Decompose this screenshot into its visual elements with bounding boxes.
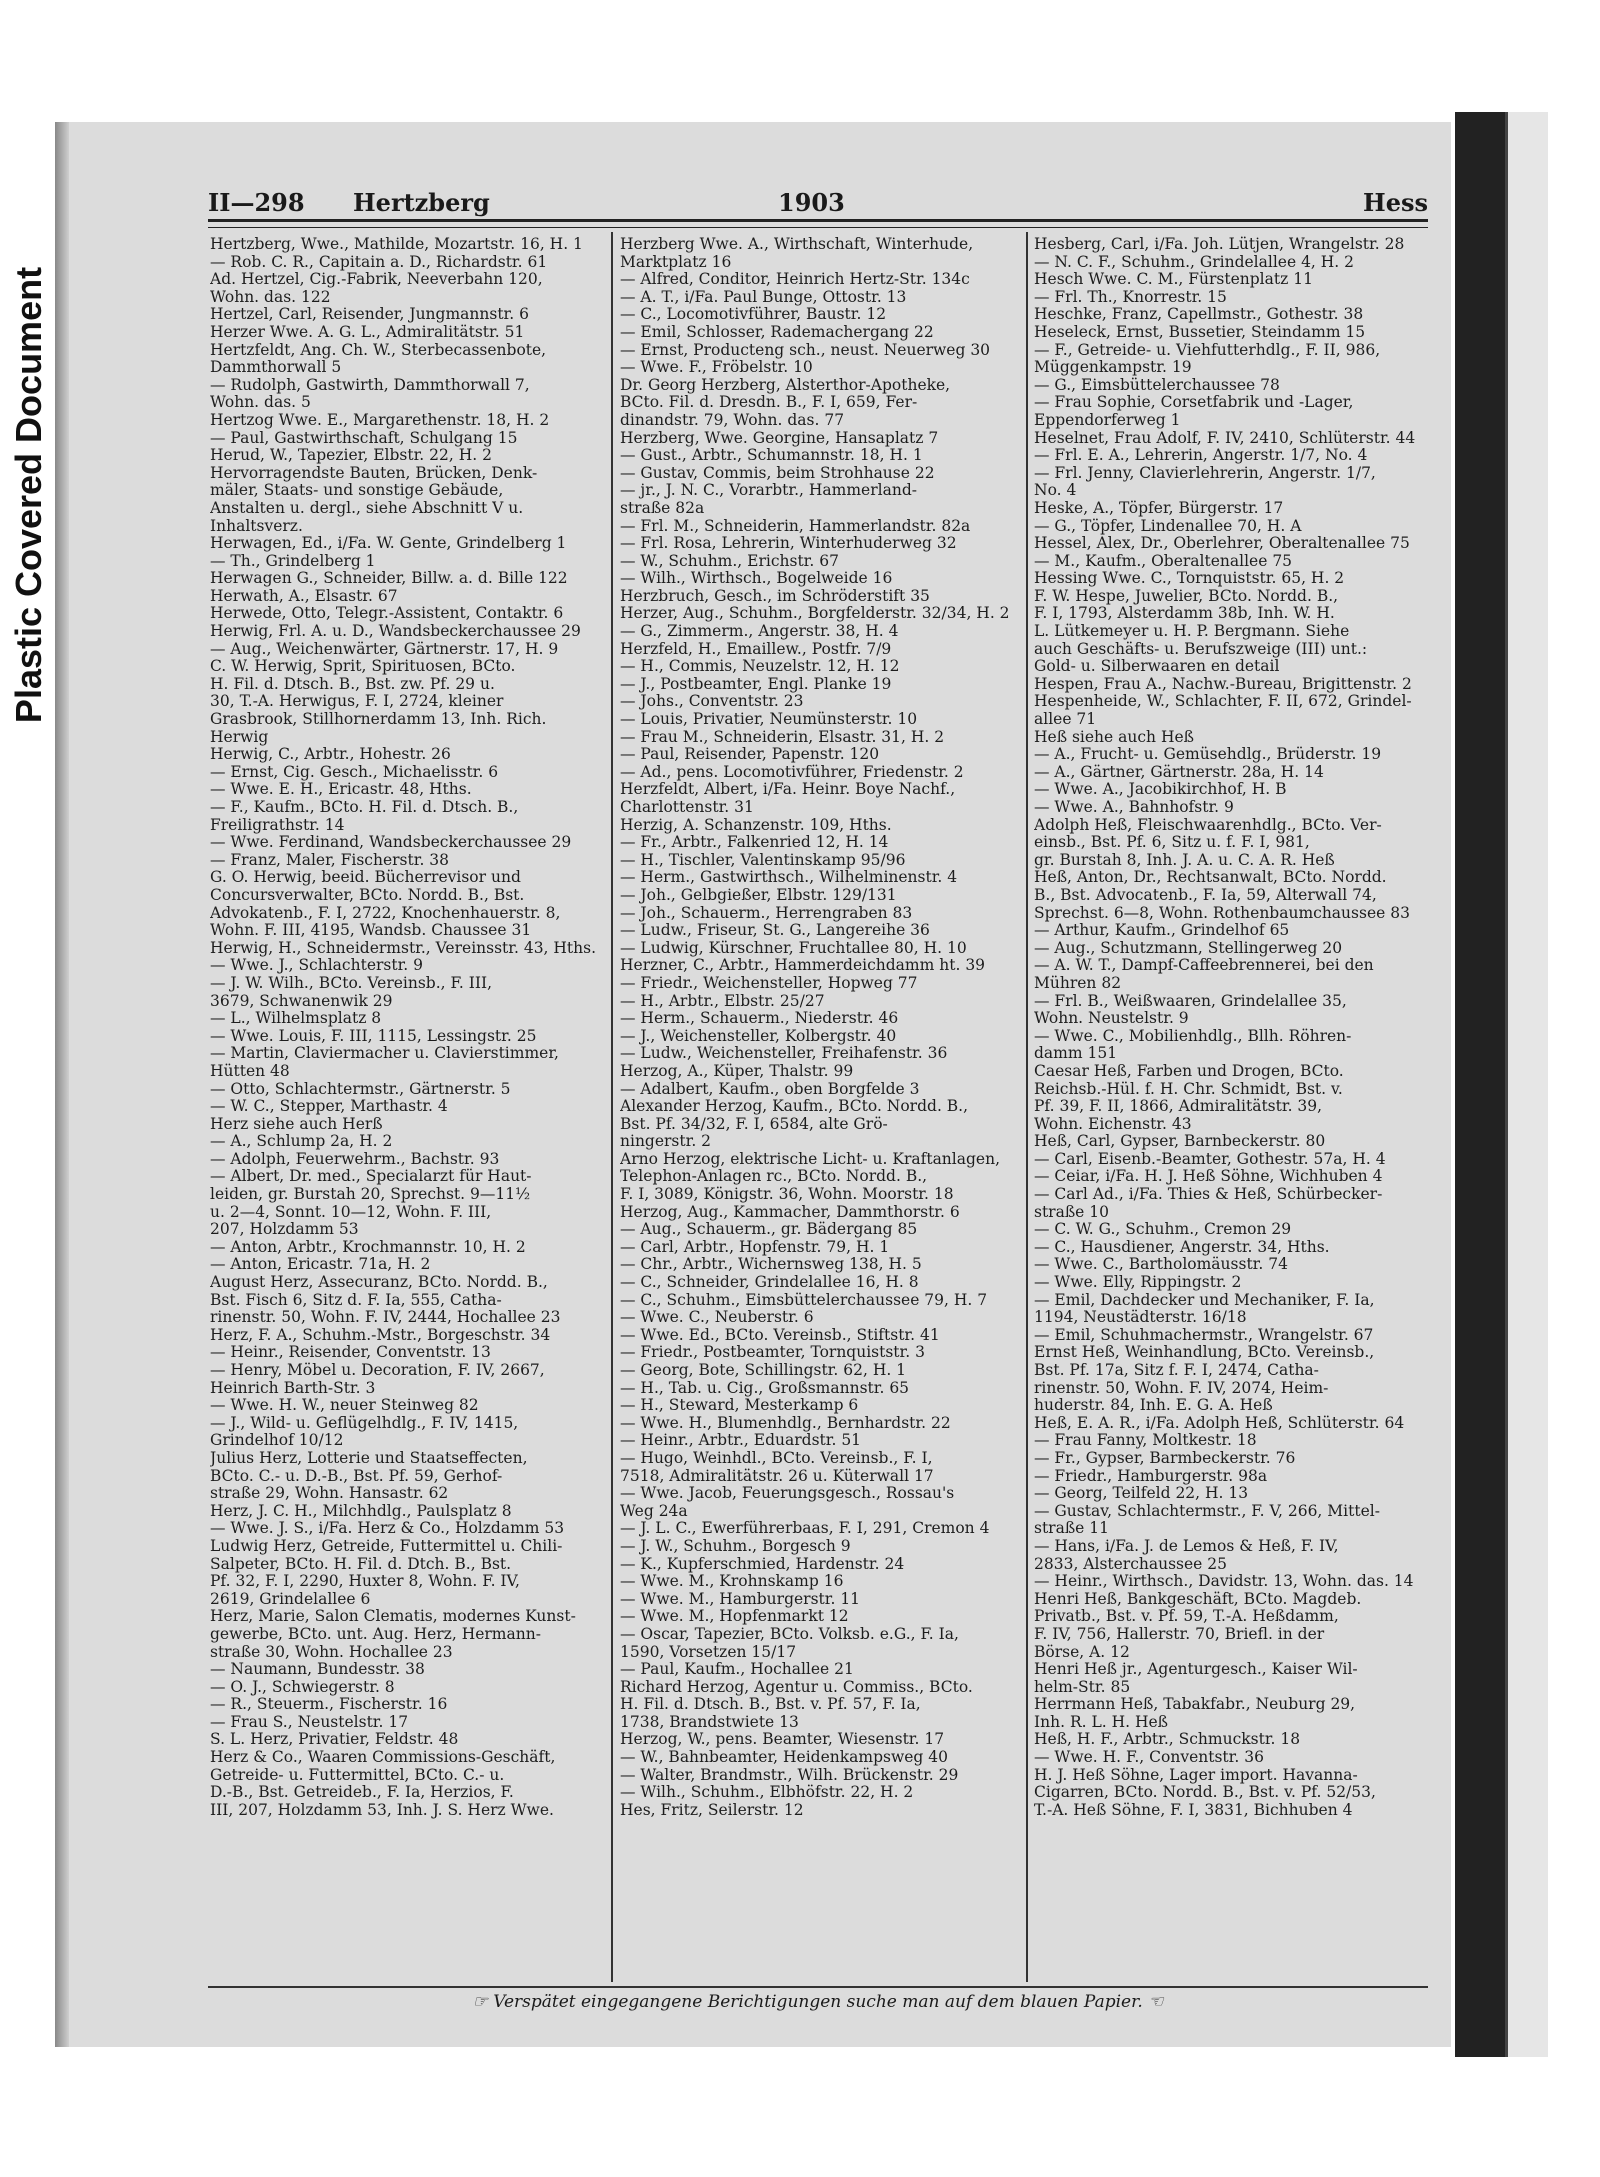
- directory-line: — C., Hausdiener, Angerstr. 34, Hths.: [1034, 1238, 1330, 1256]
- footer-rule: [208, 1986, 1428, 1988]
- directory-line: — Ludwig, Kürschner, Fruchtallee 80, H. 10: [620, 939, 967, 957]
- directory-line: Alexander Herzog, Kaufm., BCto. Nordd. B.,: [620, 1098, 969, 1116]
- directory-line: — Gustav, Schlachtermstr., F. V, 266, Mittel-: [1034, 1502, 1380, 1520]
- directory-line: — C., Locomotivführer, Baustr. 12: [620, 306, 887, 324]
- directory-line: — Oscar, Tapezier, BCto. Volksb. e.G., F. Ia,: [620, 1625, 959, 1643]
- directory-line: Telephon-Anlagen rc., BCto. Nordd. B.,: [620, 1168, 928, 1186]
- directory-line: 1590, Vorsetzen 15/17: [620, 1643, 797, 1661]
- directory-line: Herzbruch, Gesch., im Schröderstift 35: [620, 587, 930, 605]
- running-header: [208, 188, 1428, 218]
- header-page-number: II—298: [208, 188, 305, 217]
- directory-line: Sprechst. 6—8, Wohn. Rothenbaumchaussee 83: [1034, 904, 1410, 922]
- directory-line: 3679, Schwanenwik 29: [210, 992, 393, 1010]
- directory-line: Advokatenb., F. I, 2722, Knochenhauerstr. 8,: [210, 904, 561, 922]
- directory-line: Herwagen, Ed., i/Fa. W. Gente, Grindelberg 1: [210, 535, 567, 553]
- directory-line: Salpeter, BCto. H. Fil. d. Dtch. B., Bst.: [210, 1555, 512, 1573]
- directory-line: — Friedr., Hamburgerstr. 98a: [1034, 1467, 1268, 1485]
- directory-line: — Anton, Ericastr. 71a, H. 2: [210, 1256, 431, 1274]
- directory-line: Bst. Pf. 17a, Sitz f. F. I, 2474, Catha-: [1034, 1362, 1319, 1379]
- directory-line: — Wwe. F., Fröbelstr. 10: [620, 359, 813, 377]
- directory-line: Hesberg, Carl, i/Fa. Joh. Lütjen, Wrangelstr. 28: [1034, 236, 1405, 253]
- directory-line: — Ludw., Friseur, St. G., Langereihe 36: [620, 922, 930, 940]
- directory-line: Hessel, Alex, Dr., Oberlehrer, Oberaltenallee 75: [1034, 535, 1410, 553]
- directory-line: — A., Schlump 2a, H. 2: [210, 1133, 393, 1151]
- directory-line: Hertzel, Carl, Reisender, Jungmannstr. 6: [210, 306, 529, 324]
- directory-line: — Wwe. A., Bahnhofstr. 9: [1034, 799, 1234, 816]
- directory-line: — R., Steuerm., Fischerstr. 16: [210, 1696, 448, 1714]
- directory-line: — Wwe. H. F., Conventstr. 36: [1034, 1749, 1264, 1767]
- directory-line: Wohn. Eichenstr. 43: [1034, 1115, 1192, 1133]
- directory-line: Heß, H. F., Arbtr., Schmuckstr. 18: [1034, 1731, 1301, 1749]
- directory-line: auch Geschäfts- u. Berufszweige (III) unt.:: [1034, 640, 1368, 658]
- directory-line: — Fr., Arbtr., Falkenried 12, H. 14: [620, 834, 889, 852]
- directory-line: einsb., Bst. Pf. 6, Sitz u. f. F. I, 981,: [1034, 834, 1310, 852]
- directory-line: — Hugo, Weinhdl., BCto. Vereinsb., F. I,: [620, 1449, 933, 1467]
- directory-line: No. 4: [1034, 482, 1077, 500]
- directory-line: Charlottenstr. 31: [620, 799, 754, 816]
- directory-line: — jr., J. N. C., Vorarbtr., Hammerland-: [620, 482, 917, 500]
- directory-line: damm 151: [1034, 1045, 1118, 1063]
- directory-line: L. Lütkemeyer u. H. P. Bergmann. Siehe: [1034, 623, 1350, 641]
- directory-line: Wohn. das. 5: [210, 394, 311, 412]
- directory-line: Heß, E. A. R., i/Fa. Adolph Heß, Schlüterstr. 64: [1034, 1414, 1405, 1432]
- directory-line: — W., Schuhm., Erichstr. 67: [620, 552, 839, 570]
- directory-line: — H., Steward, Mesterkamp 6: [620, 1397, 859, 1415]
- directory-line: — Aug., Weichenwärter, Gärtnerstr. 17, H. 9: [210, 640, 559, 658]
- directory-line: BCto. C.- u. D.-B., Bst. Pf. 59, Gerhof-: [210, 1467, 503, 1485]
- directory-line: Herz, Marie, Salon Clematis, modernes Kunst-: [210, 1608, 576, 1626]
- directory-line: Herz, F. A., Schuhm.-Mstr., Borgeschstr. 34: [210, 1326, 551, 1344]
- directory-line: — Wwe. J. S., i/Fa. Herz & Co., Holzdamm 53: [210, 1520, 565, 1538]
- directory-line: straße 82a: [620, 499, 705, 517]
- directory-line: Cigarren, BCto. Nordd. B., Bst. v. Pf. 52/53,: [1034, 1784, 1376, 1802]
- directory-line: Herzer Wwe. A. G. L., Admiralitätstr. 51: [210, 323, 525, 341]
- directory-line: Hes, Fritz, Seilerstr. 12: [620, 1801, 804, 1819]
- directory-line: — Heinr., Reisender, Conventstr. 13: [210, 1344, 491, 1362]
- directory-line: Eppendorferweg 1: [1034, 411, 1181, 429]
- directory-line: — Ceiar, i/Fa. H. J. Heß Söhne, Wichhuben 4: [1034, 1168, 1383, 1186]
- directory-line: — Wilh., Schuhm., Elbhöfstr. 22, H. 2: [620, 1784, 914, 1802]
- directory-line: 1738, Brandstwiete 13: [620, 1713, 799, 1731]
- directory-line: — Ad., pens. Locomotivführer, Friedenstr. 2: [620, 763, 964, 781]
- directory-line: D.-B., Bst. Getreideb., F. Ia, Herzios, F.: [210, 1784, 514, 1802]
- directory-line: Herz siehe auch Herß: [210, 1115, 383, 1133]
- directory-line: — Carl, Arbtr., Hopfenstr. 79, H. 1: [620, 1238, 890, 1256]
- directory-line: Grindelhof 10/12: [210, 1432, 344, 1450]
- directory-line: — Wwe. H. W., neuer Steinweg 82: [210, 1397, 479, 1415]
- directory-line: Heselnet, Frau Adolf, F. IV, 2410, Schlüterstr. 44: [1034, 429, 1416, 447]
- next-page-edge: [1505, 112, 1548, 2057]
- directory-line: Heinrich Barth-Str. 3: [210, 1379, 376, 1397]
- directory-line: — H., Commis, Neuzelstr. 12, H. 12: [620, 658, 900, 676]
- directory-column-2: [620, 236, 1018, 1819]
- directory-line: dinandstr. 79, Wohn. das. 77: [620, 411, 845, 429]
- directory-line: — Otto, Schlachtermstr., Gärtnerstr. 5: [210, 1080, 511, 1098]
- directory-line: — Albert, Dr. med., Specialarzt für Haut-: [210, 1168, 532, 1186]
- directory-line: — Herm., Schauerm., Niederstr. 46: [620, 1010, 899, 1028]
- directory-line: Anstalten u. dergl., siehe Abschnitt V u.: [210, 499, 524, 517]
- directory-line: 2619, Grindelallee 6: [210, 1590, 371, 1608]
- directory-line: — Chr., Arbtr., Wichernsweg 138, H. 5: [620, 1256, 922, 1274]
- directory-line: — Frau M., Schneiderin, Elsastr. 31, H. 2: [620, 728, 945, 746]
- side-label-text: Plastic Covered Document: [8, 266, 49, 724]
- directory-line: — W. C., Stepper, Marthastr. 4: [210, 1098, 448, 1116]
- directory-line: — F., Kaufm., BCto. H. Fil. d. Dtsch. B.,: [210, 799, 519, 816]
- directory-line: 1194, Neustädterstr. 16/18: [1034, 1309, 1247, 1327]
- directory-line: — Louis, Privatier, Neumünsterstr. 10: [620, 711, 918, 729]
- directory-line: — Emil, Schuhmachermstr., Wrangelstr. 67: [1034, 1326, 1374, 1344]
- directory-line: Arno Herzog, elektrische Licht- u. Kraftanlagen,: [620, 1150, 1000, 1168]
- directory-line: rinenstr. 50, Wohn. F. IV, 2444, Hochallee 23: [210, 1309, 561, 1327]
- directory-line: — C., Schuhm., Eimsbüttelerchaussee 79, H. 7: [620, 1291, 988, 1309]
- directory-line: ningerstr. 2: [620, 1133, 712, 1151]
- directory-line: Heschke, Franz, Capellmstr., Gothestr. 38: [1034, 306, 1364, 324]
- directory-line: Herz & Co., Waaren Commissions-Geschäft,: [210, 1749, 556, 1767]
- directory-line: — Wwe. M., Hopfenmarkt 12: [620, 1608, 849, 1626]
- header-first-name: Hertzberg: [353, 188, 490, 217]
- directory-line: Julius Herz, Lotterie und Staatseffecten,: [210, 1449, 528, 1467]
- directory-line: Henri Heß, Bankgeschäft, BCto. Magdeb.: [1034, 1590, 1362, 1608]
- directory-line: Hespen, Frau A., Nachw.-Bureau, Brigittenstr. 2: [1034, 675, 1412, 693]
- directory-line: August Herz, Assecuranz, BCto. Nordd. B.,: [210, 1274, 548, 1292]
- directory-line: Wohn. das. 122: [210, 288, 331, 306]
- directory-line: — Frl. M., Schneiderin, Hammerlandstr. 82a: [620, 517, 971, 535]
- directory-line: Richard Herzog, Agentur u. Commiss., BCto.: [620, 1678, 973, 1696]
- directory-line: — Heinr., Wirthsch., Davidstr. 13, Wohn. das. 14: [1034, 1573, 1414, 1591]
- directory-line: — Frl. Rosa, Lehrerin, Winterhuderweg 32: [620, 535, 957, 553]
- directory-line: F. I, 1793, Alsterdamm 38b, Inh. W. H.: [1034, 605, 1335, 623]
- directory-line: — O. J., Schwiegerstr. 8: [210, 1678, 395, 1696]
- directory-line: Herzer, Aug., Schuhm., Borgfelderstr. 32/34, H. 2: [620, 605, 1010, 623]
- directory-line: helm-Str. 85: [1034, 1678, 1131, 1696]
- directory-line: — Herm., Gastwirthsch., Wilhelminenstr. 4: [620, 869, 958, 887]
- directory-line: — F., Getreide- u. Viehfutterhdlg., F. II, 986,: [1034, 341, 1381, 359]
- directory-column-1: [210, 236, 600, 1819]
- directory-line: Hesch Wwe. C. M., Fürstenplatz 11: [1034, 271, 1313, 289]
- directory-line: Weg 24a: [620, 1502, 688, 1520]
- header-last-name: Hess: [1363, 188, 1428, 217]
- directory-line: B., Bst. Advocatenb., F. Ia, 59, Alterwall 74,: [1034, 886, 1377, 904]
- directory-line: Hervorragendste Bauten, Brücken, Denk-: [210, 464, 538, 482]
- directory-line: Herzog, W., pens. Beamter, Wiesenstr. 17: [620, 1731, 945, 1749]
- directory-line: — Wwe. E. H., Ericastr. 48, Hths.: [210, 781, 472, 799]
- directory-line: Bst. Pf. 34/32, F. I, 6584, alte Grö-: [620, 1115, 888, 1133]
- directory-line: — G., Töpfer, Lindenallee 70, H. A: [1034, 517, 1302, 535]
- directory-line: Herwath, A., Elsastr. 67: [210, 587, 398, 605]
- directory-line: — Rob. C. R., Capitain a. D., Richardstr. 61: [210, 253, 548, 271]
- directory-line: Heß, Anton, Dr., Rechtsanwalt, BCto. Nordd.: [1034, 869, 1387, 887]
- directory-line: — Adalbert, Kaufm., oben Borgfelde 3: [620, 1080, 920, 1098]
- directory-line: — L., Wilhelmsplatz 8: [210, 1010, 382, 1028]
- directory-line: BCto. Fil. d. Dresdn. B., F. I, 659, Fer-: [620, 394, 918, 412]
- directory-line: — Paul, Kaufm., Hochallee 21: [620, 1661, 854, 1679]
- directory-line: — Wwe. A., Jacobikirchhof, H. B: [1034, 781, 1287, 799]
- directory-line: Herud, W., Tapezier, Elbstr. 22, H. 2: [210, 447, 492, 465]
- directory-line: Adolph Heß, Fleischwaarenhdlg., BCto. Ver-: [1034, 816, 1382, 834]
- directory-line: — Frau Sophie, Corsetfabrik und -Lager,: [1034, 394, 1354, 412]
- directory-line: straße 30, Wohn. Hochallee 23: [210, 1643, 453, 1661]
- directory-line: — J. W., Schuhm., Borgesch 9: [620, 1537, 851, 1555]
- directory-line: — Carl Ad., i/Fa. Thies & Heß, Schürbecker-: [1034, 1186, 1383, 1204]
- directory-line: — Friedr., Weichensteller, Hopweg 77: [620, 974, 918, 992]
- directory-line: Hertzog Wwe. E., Margarethenstr. 18, H. 2: [210, 411, 550, 429]
- directory-line: Getreide- u. Futtermittel, BCto. C.- u.: [210, 1766, 505, 1784]
- directory-line: Ad. Hertzel, Cig.-Fabrik, Neeverbahn 120,: [210, 271, 543, 289]
- directory-line: — Frau Fanny, Moltkestr. 18: [1034, 1432, 1257, 1450]
- directory-line: — Joh., Schauerm., Herrengraben 83: [620, 904, 913, 922]
- directory-line: Inhaltsverz.: [210, 517, 303, 535]
- directory-line: Herzog, A., Küper, Thalstr. 99: [620, 1062, 854, 1080]
- directory-line: Hütten 48: [210, 1062, 290, 1080]
- directory-line: Reichsb.-Hül. f. H. Chr. Schmidt, Bst. v.: [1034, 1080, 1343, 1098]
- directory-line: Gold- u. Silberwaaren en detail: [1034, 658, 1280, 676]
- directory-line: — A. W. T., Dampf-Caffeebrennerei, bei den: [1034, 957, 1374, 975]
- directory-line: Grasbrook, Stillhornerdamm 13, Inh. Rich.: [210, 711, 547, 729]
- directory-line: straße 10: [1034, 1203, 1110, 1221]
- directory-line: H. Fil. d. Dtsch. B., Bst. v. Pf. 57, F. Ia,: [620, 1696, 921, 1714]
- directory-line: — Emil, Schlosser, Rademachergang 22: [620, 323, 934, 341]
- directory-line: allee 71: [1034, 711, 1097, 729]
- directory-line: Heß, Carl, Gypser, Barnbeckerstr. 80: [1034, 1133, 1326, 1151]
- directory-line: Privatb., Bst. v. Pf. 59, T.-A. Heßdamm,: [1034, 1608, 1339, 1626]
- directory-line: straße 29, Wohn. Hansastr. 62: [210, 1485, 449, 1503]
- directory-line: — Wwe. M., Hamburgerstr. 11: [620, 1590, 861, 1608]
- directory-line: Herwig, H., Schneidermstr., Vereinsstr. 43, Hths.: [210, 939, 597, 957]
- directory-line: — Franz, Maler, Fischerstr. 38: [210, 851, 450, 869]
- directory-line: — Th., Grindelberg 1: [210, 552, 376, 570]
- directory-line: H. Fil. d. Dtsch. B., Bst. zw. Pf. 29 u.: [210, 675, 495, 693]
- directory-line: gewerbe, BCto. unt. Aug. Herz, Hermann-: [210, 1625, 541, 1643]
- directory-line: — Carl, Eisenb.-Beamter, Gothestr. 57a, H. 4: [1034, 1150, 1386, 1168]
- header-year: 1903: [778, 188, 845, 217]
- directory-line: Herzner, C., Arbtr., Hammerdeichdamm ht. 39: [620, 957, 986, 975]
- directory-line: — M., Kaufm., Oberaltenallee 75: [1034, 552, 1293, 570]
- directory-line: mäler, Staats- und sonstige Gebäude,: [210, 482, 504, 500]
- directory-line: 7518, Admiralitätstr. 26 u. Küterwall 17: [620, 1467, 934, 1485]
- directory-line: — G., Zimmerm., Angerstr. 38, H. 4: [620, 623, 899, 641]
- directory-line: — Wwe. Jacob, Feuerungsgesch., Rossau's: [620, 1485, 955, 1503]
- directory-line: — Naumann, Bundesstr. 38: [210, 1661, 425, 1679]
- directory-line: Herzog, Aug., Kammacher, Dammthorstr. 6: [620, 1203, 960, 1221]
- directory-line: H. J. Heß Söhne, Lager import. Havanna-: [1034, 1766, 1358, 1784]
- directory-line: — H., Tischler, Valentinskamp 95/96: [620, 851, 906, 869]
- directory-line: — Georg, Bote, Schillingstr. 62, H. 1: [620, 1362, 907, 1379]
- directory-line: — C. W. G., Schuhm., Cremon 29: [1034, 1221, 1292, 1239]
- directory-line: — Wwe. Ed., BCto. Vereinsb., Stiftstr. 41: [620, 1326, 940, 1344]
- directory-line: — Wwe. H., Blumenhdlg., Bernhardstr. 22: [620, 1414, 951, 1432]
- directory-line: — Wwe. M., Krohnskamp 16: [620, 1573, 844, 1591]
- directory-line: — N. C. F., Schuhm., Grindelallee 4, H. 2: [1034, 253, 1355, 271]
- directory-line: Hertzberg, Wwe., Mathilde, Mozartstr. 16, H. 1: [210, 236, 583, 253]
- directory-line: — Alfred, Conditor, Heinrich Hertz-Str. 134c: [620, 271, 970, 289]
- directory-line: — J. L. C., Ewerführerbaas, F. I, 291, Cremon 4: [620, 1520, 990, 1538]
- directory-line: — Heinr., Arbtr., Eduardstr. 51: [620, 1432, 862, 1450]
- directory-line: — Rudolph, Gastwirth, Dammthorwall 7,: [210, 376, 530, 394]
- directory-line: huderstr. 84, Inh. E. G. A. Heß: [1034, 1397, 1273, 1415]
- directory-line: — J., Postbeamter, Engl. Planke 19: [620, 675, 892, 693]
- directory-line: — Gustav, Commis, beim Strohhause 22: [620, 464, 935, 482]
- directory-line: Herzberg Wwe. A., Wirthschaft, Winterhude,: [620, 236, 974, 253]
- directory-line: Hertzfeldt, Ang. Ch. W., Sterbecassenbote,: [210, 341, 547, 359]
- directory-line: — Hans, i/Fa. J. de Lemos & Heß, F. IV,: [1034, 1537, 1339, 1555]
- directory-line: — J., Wild- u. Geflügelhdlg., F. IV, 1415,: [210, 1414, 519, 1432]
- directory-line: rinenstr. 50, Wohn. F. IV, 2074, Heim-: [1034, 1379, 1329, 1397]
- directory-line: Herwagen G., Schneider, Billw. a. d. Bille 122: [210, 570, 568, 588]
- directory-line: Mühren 82: [1034, 974, 1122, 992]
- directory-column-3: [1034, 236, 1429, 1819]
- directory-line: C. W. Herwig, Sprit, Spirituosen, BCto.: [210, 658, 516, 676]
- directory-line: III, 207, Holzdamm 53, Inh. J. S. Herz Wwe.: [210, 1801, 554, 1819]
- directory-line: — Aug., Schauerm., gr. Bädergang 85: [620, 1221, 918, 1239]
- directory-line: — Wwe. Elly, Rippingstr. 2: [1034, 1274, 1242, 1292]
- directory-line: — Adolph, Feuerwehrm., Bachstr. 93: [210, 1150, 500, 1168]
- directory-line: — J. W. Wilh., BCto. Vereinsb., F. III,: [210, 974, 492, 992]
- directory-line: gr. Burstah 8, Inh. J. A. u. C. A. R. Heß: [1034, 851, 1335, 869]
- directory-line: — G., Eimsbüttelerchaussee 78: [1034, 376, 1280, 394]
- directory-line: — Anton, Arbtr., Krochmannstr. 10, H. 2: [210, 1238, 526, 1256]
- directory-line: — Joh., Gelbgießer, Elbstr. 129/131: [620, 886, 897, 904]
- directory-line: 2833, Alsterchaussee 25: [1034, 1555, 1228, 1573]
- directory-line: — H., Tab. u. Cig., Großsmannstr. 65: [620, 1379, 910, 1397]
- directory-line: S. L. Herz, Privatier, Feldstr. 48: [210, 1731, 459, 1749]
- directory-line: — Paul, Gastwirthschaft, Schulgang 15: [210, 429, 518, 447]
- directory-line: — A., Frucht- u. Gemüsehdlg., Brüderstr. 19: [1034, 746, 1382, 764]
- directory-line: 30, T.-A. Herwigus, F. I, 2724, kleiner: [210, 693, 504, 711]
- directory-line: Marktplatz 16: [620, 253, 732, 271]
- directory-line: Henri Heß jr., Agenturgesch., Kaiser Wil-: [1034, 1661, 1358, 1679]
- directory-line: Herwig, Frl. A. u. D., Wandsbeckerchaussee 29: [210, 623, 581, 641]
- directory-line: Bst. Fisch 6, Sitz d. F. Ia, 555, Catha-: [210, 1291, 502, 1309]
- directory-line: Wohn. F. III, 4195, Wandsb. Chaussee 31: [210, 922, 532, 940]
- directory-line: Caesar Heß, Farben und Drogen, BCto.: [1034, 1062, 1344, 1080]
- directory-line: straße 11: [1034, 1520, 1110, 1538]
- directory-line: Herzfeldt, Albert, i/Fa. Heinr. Boye Nachf.,: [620, 781, 956, 799]
- directory-line: — J., Weichensteller, Kolbergstr. 40: [620, 1027, 897, 1045]
- directory-line: — Frau S., Neustelstr. 17: [210, 1713, 409, 1731]
- directory-line: — K., Kupferschmied, Hardenstr. 24: [620, 1555, 905, 1573]
- column-divider: [611, 232, 613, 1982]
- directory-line: — Martin, Claviermacher u. Clavierstimmer,: [210, 1045, 559, 1063]
- directory-line: 207, Holzdamm 53: [210, 1221, 359, 1239]
- directory-line: Dr. Georg Herzberg, Alsterthor-Apotheke,: [620, 376, 951, 394]
- directory-line: Herzig, A. Schanzenstr. 109, Hths.: [620, 816, 892, 834]
- directory-line: — Wwe. C., Mobilienhdlg., Bllh. Röhren-: [1034, 1027, 1352, 1045]
- directory-line: Freiligrathstr. 14: [210, 816, 345, 834]
- directory-line: — Wwe. Louis, F. III, 1115, Lessingstr. 25: [210, 1027, 537, 1045]
- directory-line: Herrmann Heß, Tabakfabr., Neuburg 29,: [1034, 1696, 1356, 1714]
- directory-line: — Paul, Reisender, Papenstr. 120: [620, 746, 880, 764]
- directory-line: — Frl. E. A., Lehrerin, Angerstr. 1/7, No. 4: [1034, 447, 1368, 465]
- directory-line: — Ernst, Producteng sch., neust. Neuerweg 30: [620, 341, 991, 359]
- directory-line: — C., Schneider, Grindelallee 16, H. 8: [620, 1274, 919, 1292]
- directory-line: T.-A. Heß Söhne, F. I, 3831, Bichhuben 4: [1034, 1801, 1353, 1819]
- directory-line: — Friedr., Postbeamter, Tornquiststr. 3: [620, 1344, 925, 1362]
- directory-line: Pf. 32, F. I, 2290, Huxter 8, Wohn. F. IV,: [210, 1573, 520, 1591]
- directory-line: Concursverwalter, BCto. Nordd. B., Bst.: [210, 886, 525, 904]
- header-rule: [208, 219, 1428, 228]
- directory-line: — Arthur, Kaufm., Grindelhof 65: [1034, 922, 1290, 940]
- directory-line: Pf. 39, F. II, 1866, Admiralitätstr. 39,: [1034, 1098, 1323, 1116]
- directory-line: Ernst Heß, Weinhandlung, BCto. Vereinsb.,: [1034, 1344, 1375, 1362]
- footnote: ☞ Verspätet eingegangene Berichtigungen suche man auf dem blauen Papier. ☜: [472, 1992, 1164, 2012]
- directory-line: Inh. R. L. H. Heß: [1034, 1713, 1169, 1731]
- side-label: [4, 230, 54, 760]
- directory-line: Börse, A. 12: [1034, 1643, 1130, 1661]
- directory-line: — Wwe. C., Bartholomäusstr. 74: [1034, 1256, 1288, 1274]
- directory-line: Herz, J. C. H., Milchhdlg., Paulsplatz 8: [210, 1502, 512, 1520]
- page-edge-left: [55, 122, 69, 2047]
- directory-line: Heß siehe auch Heß: [1034, 728, 1194, 746]
- directory-line: — Wilh., Wirthsch., Bogelweide 16: [620, 570, 893, 588]
- directory-line: F. I, 3089, Königstr. 36, Wohn. Moorstr. 18: [620, 1186, 954, 1204]
- directory-line: — A. T., i/Fa. Paul Bunge, Ottostr. 13: [620, 288, 907, 306]
- directory-line: — Frl. Jenny, Clavierlehrerin, Angerstr. 1/7,: [1034, 464, 1376, 482]
- directory-line: leiden, gr. Burstah 20, Sprechst. 9—11½: [210, 1186, 531, 1204]
- directory-line: u. 2—4, Sonnt. 10—12, Wohn. F. III,: [210, 1203, 492, 1221]
- directory-line: — Wwe. Ferdinand, Wandsbeckerchaussee 29: [210, 834, 572, 852]
- directory-line: — Ernst, Cig. Gesch., Michaelisstr. 6: [210, 763, 499, 781]
- directory-line: Hespenheide, W., Schlachter, F. II, 672, Grindel-: [1034, 693, 1412, 711]
- directory-line: — Gust., Arbtr., Schumannstr. 18, H. 1: [620, 447, 923, 465]
- directory-line: Herzberg, Wwe. Georgine, Hansaplatz 7: [620, 429, 939, 447]
- directory-line: F. IV, 756, Hallerstr. 70, Briefl. in der: [1034, 1625, 1325, 1643]
- directory-line: Wohn. Neustelstr. 9: [1034, 1010, 1189, 1028]
- column-divider: [1026, 232, 1028, 1982]
- directory-line: — Aug., Schutzmann, Stellingerweg 20: [1034, 939, 1343, 957]
- directory-line: Hessing Wwe. C., Tornquiststr. 65, H. 2: [1034, 570, 1345, 588]
- directory-line: Herwig, C., Arbtr., Hohestr. 26: [210, 746, 451, 764]
- directory-line: — Fr., Gypser, Barmbeckerstr. 76: [1034, 1449, 1296, 1467]
- directory-line: — H., Arbtr., Elbstr. 25/27: [620, 992, 825, 1010]
- directory-line: — Emil, Dachdecker und Mechaniker, F. Ia,: [1034, 1291, 1375, 1309]
- directory-line: — W., Bahnbeamter, Heidenkampsweg 40: [620, 1749, 948, 1767]
- directory-line: G. O. Herwig, beeid. Bücherrevisor und: [210, 869, 521, 887]
- directory-line: Herzfeld, H., Emaillew., Postfr. 7/9: [620, 640, 892, 658]
- directory-line: Heseleck, Ernst, Bussetier, Steindamm 15: [1034, 323, 1366, 341]
- directory-line: — Georg, Teilfeld 22, H. 13: [1034, 1485, 1249, 1503]
- directory-line: F. W. Hespe, Juwelier, BCto. Nordd. B.,: [1034, 587, 1339, 605]
- directory-line: Müggenkampstr. 19: [1034, 359, 1192, 377]
- directory-line: — A., Gärtner, Gärtnerstr. 28a, H. 14: [1034, 763, 1324, 781]
- directory-line: — Johs., Conventstr. 23: [620, 693, 804, 711]
- directory-line: Ludwig Herz, Getreide, Futtermittel u. Chili-: [210, 1537, 563, 1555]
- directory-line: — Wwe. J., Schlachterstr. 9: [210, 957, 424, 975]
- directory-line: — Henry, Möbel u. Decoration, F. IV, 2667,: [210, 1362, 545, 1379]
- directory-line: Herwig: [210, 728, 269, 746]
- directory-line: — Walter, Brandmstr., Wilh. Brückenstr. 29: [620, 1766, 959, 1784]
- directory-line: — Wwe. C., Neuberstr. 6: [620, 1309, 814, 1327]
- directory-line: Dammthorwall 5: [210, 359, 342, 377]
- directory-line: Heske, A., Töpfer, Bürgerstr. 17: [1034, 499, 1284, 517]
- directory-line: Herwede, Otto, Telegr.-Assistent, Contaktr. 6: [210, 605, 564, 623]
- directory-line: — Frl. B., Weißwaaren, Grindelallee 35,: [1034, 992, 1347, 1010]
- directory-line: — Frl. Th., Knorrestr. 15: [1034, 288, 1227, 306]
- directory-line: — Ludw., Weichensteller, Freihafenstr. 36: [620, 1045, 948, 1063]
